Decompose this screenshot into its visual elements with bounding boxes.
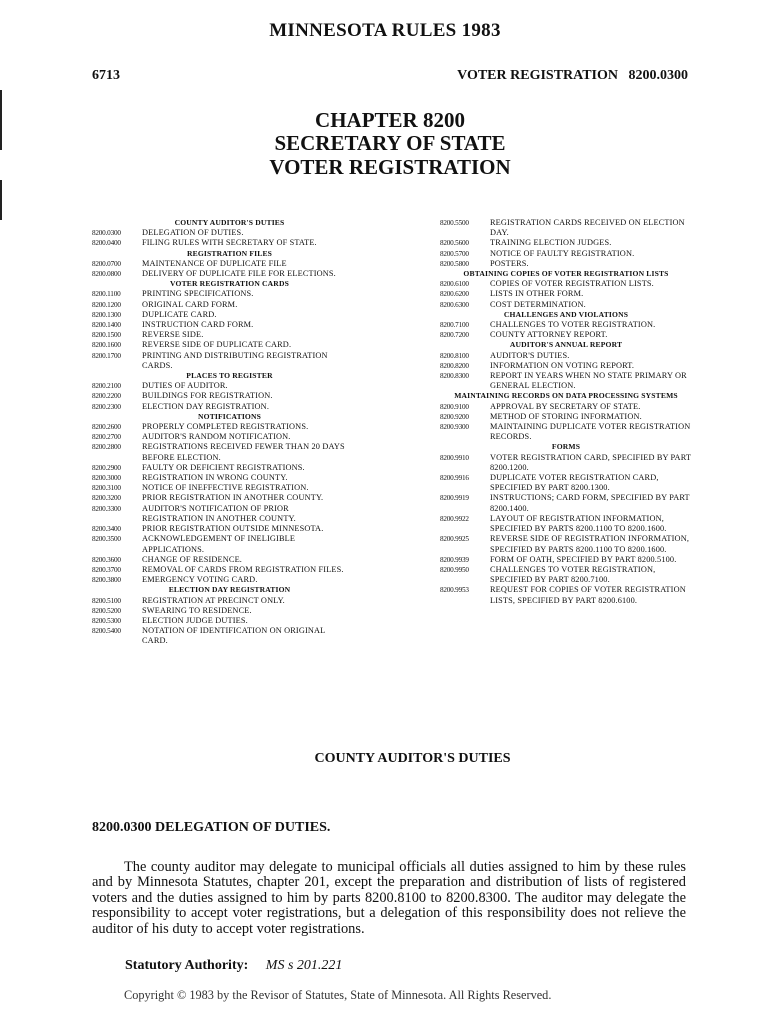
toc-entry-title: ORIGINAL CARD FORM. xyxy=(142,299,238,309)
toc-entry xyxy=(92,340,347,350)
rule-body-paragraph: The county auditor may delegate to municipal officials all duties assigned to him by these rules and by Minnesota Statutes, chapter 201, except the preparation and distribution of lists of registered voters and the duties assigned to him by parts 8200.8100 to 8200.8300. The auditor may delegate the responsibility to accept voter registrations, but a delegation of this responsibility does not relieve the auditor of his duty to accept voter registrations. xyxy=(92,859,686,937)
toc-entry-title: DUPLICATE CARD. xyxy=(142,309,217,319)
toc-entry xyxy=(440,361,692,371)
toc-entry-number: 8200.9922 xyxy=(440,514,469,523)
toc-entry xyxy=(440,351,692,361)
toc-entry-number: 8200.5800 xyxy=(440,259,469,268)
toc-entry xyxy=(92,534,347,554)
toc-entry-title: REGISTRATION CARDS RECEIVED ON ELECTION DAY. xyxy=(490,218,685,238)
toc-entry-number: 8200.8300 xyxy=(440,372,469,381)
toc-entry-title: APPROVAL BY SECRETARY OF STATE. xyxy=(490,401,641,411)
toc-entry-title: FAULTY OR DEFICIENT REGISTRATIONS. xyxy=(142,462,305,472)
toc-entry xyxy=(92,238,347,248)
toc-entry xyxy=(92,351,347,371)
toc-entry-number: 8200.1700 xyxy=(92,351,121,360)
toc-entry-title: EMERGENCY VOTING CARD. xyxy=(142,575,258,585)
toc-entry xyxy=(440,473,692,493)
toc-entry-number: 8200.2600 xyxy=(92,423,121,432)
toc-entry-number: 8200.6200 xyxy=(440,290,469,299)
toc-entry-number: 8200.3500 xyxy=(92,535,121,544)
toc-entry xyxy=(92,493,347,503)
toc-entry-number: 8200.3400 xyxy=(92,525,121,534)
toc-entry-number: 8200.5700 xyxy=(440,249,469,258)
toc-entry xyxy=(92,402,347,412)
toc-subheading: PLACES TO REGISTER xyxy=(186,371,273,381)
toc-subheading: FORMS xyxy=(551,442,581,452)
toc-entry xyxy=(92,432,347,442)
toc-entry-title: PROPERLY COMPLETED REGISTRATIONS. xyxy=(142,422,309,432)
toc-entry-number: 8200.7200 xyxy=(440,331,469,340)
toc-entry xyxy=(92,269,347,279)
toc-entry xyxy=(440,259,692,269)
toc-entry-number: 8200.1600 xyxy=(92,341,121,350)
toc-entry-title: INSTRUCTION CARD FORM. xyxy=(142,320,254,330)
toc-entry-number: 8200.6300 xyxy=(440,300,469,309)
toc-entry-number: 8200.5100 xyxy=(92,596,121,605)
toc-entry-title: PRINTING SPECIFICATIONS. xyxy=(142,289,254,299)
toc-entry xyxy=(92,259,347,269)
toc-entry xyxy=(440,514,692,534)
toc-entry-title: AUDITOR'S NOTIFICATION OF PRIOR REGISTRATION IN ANOTHER COUNTY. xyxy=(142,503,296,523)
rule-heading: 8200.0300 DELEGATION OF DUTIES. xyxy=(92,820,331,835)
toc-entry xyxy=(440,555,692,565)
copyright-notice: Copyright © 1983 by the Revisor of Statutes, State of Minnesota. All Rights Reserved. xyxy=(124,988,552,1002)
toc-entry xyxy=(440,249,692,259)
toc-entry-number: 8200.5200 xyxy=(92,606,121,615)
toc-entry xyxy=(440,412,692,422)
toc-entry-title: CHALLENGES TO VOTER REGISTRATION. xyxy=(490,320,656,330)
toc-entry-title: FILING RULES WITH SECRETARY OF STATE. xyxy=(142,238,317,248)
toc-entry xyxy=(92,473,347,483)
toc-entry-number: 8200.2800 xyxy=(92,443,121,452)
toc-entry xyxy=(440,453,692,473)
toc-entry-title: COPIES OF VOTER REGISTRATION LISTS. xyxy=(490,279,654,289)
toc-entry-number: 8200.9919 xyxy=(440,494,469,503)
toc-entry-title: BUILDINGS FOR REGISTRATION. xyxy=(142,391,273,401)
toc-entry-title: DUTIES OF AUDITOR. xyxy=(142,381,228,391)
toc-entry-title: INFORMATION ON VOTING REPORT. xyxy=(490,360,635,370)
toc-entry-number: 8200.3600 xyxy=(92,555,121,564)
toc-entry xyxy=(92,289,347,299)
toc-entry-title: NOTICE OF INEFFECTIVE REGISTRATION. xyxy=(142,483,309,493)
toc-entry-title: DELEGATION OF DUTIES. xyxy=(142,228,244,238)
toc-entry-number: 8200.9950 xyxy=(440,565,469,574)
toc-entry-number: 8200.3000 xyxy=(92,474,121,483)
toc-entry-number: 8200.0400 xyxy=(92,239,121,248)
document-title: MINNESOTA RULES 1983 xyxy=(269,20,501,41)
toc-entry-number: 8200.9300 xyxy=(440,423,469,432)
toc-entry xyxy=(92,463,347,473)
toc-entry xyxy=(440,371,692,391)
toc-entry xyxy=(92,565,347,575)
toc-entry-number: 8200.3200 xyxy=(92,494,121,503)
toc-entry xyxy=(440,422,692,442)
page-number: 6713 xyxy=(92,68,120,83)
table-of-contents-right xyxy=(440,218,692,606)
toc-entry xyxy=(92,422,347,432)
toc-entry-title: PRINTING AND DISTRIBUTING REGISTRATION CARDS. xyxy=(142,350,328,370)
toc-entry-number: 8200.9939 xyxy=(440,555,469,564)
toc-entry xyxy=(440,320,692,330)
toc-entry xyxy=(92,228,347,238)
toc-entry-number: 8200.3300 xyxy=(92,504,121,513)
toc-subheading: CHALLENGES AND VIOLATIONS xyxy=(503,309,629,319)
chapter-title: VOTER REGISTRATION xyxy=(269,155,511,179)
statutory-authority xyxy=(125,958,342,974)
toc-entry xyxy=(440,534,692,554)
toc-entry xyxy=(92,606,347,616)
toc-entry-title: SWEARING TO RESIDENCE. xyxy=(142,605,252,615)
toc-entry-title: AUDITOR'S DUTIES. xyxy=(490,350,570,360)
toc-entry-number: 8200.8200 xyxy=(440,361,469,370)
toc-entry xyxy=(440,565,692,585)
toc-entry-title: PRIOR REGISTRATION IN ANOTHER COUNTY. xyxy=(142,493,324,503)
toc-subheading: AUDITOR'S ANNUAL REPORT xyxy=(509,340,623,350)
toc-entry xyxy=(92,310,347,320)
toc-entry-title: MAINTENANCE OF DUPLICATE FILE xyxy=(142,258,287,268)
toc-entry-title: REMOVAL OF CARDS FROM REGISTRATION FILES. xyxy=(142,564,344,574)
toc-entry-number: 8200.2900 xyxy=(92,463,121,472)
toc-entry xyxy=(440,330,692,340)
toc-entry xyxy=(92,575,347,585)
toc-entry xyxy=(92,381,347,391)
toc-entry-number: 8200.9910 xyxy=(440,453,469,462)
toc-entry xyxy=(440,279,692,289)
toc-entry xyxy=(92,596,347,606)
toc-entry-title: REVERSE SIDE OF DUPLICATE CARD. xyxy=(142,340,292,350)
toc-entry-title: FORM OF OATH, SPECIFIED BY PART 8200.5100. xyxy=(490,554,677,564)
toc-entry-number: 8200.5500 xyxy=(440,219,469,227)
toc-entry-title: LISTS IN OTHER FORM. xyxy=(490,289,584,299)
toc-entry-title: CHALLENGES TO VOTER REGISTRATION, SPECIFIED BY PART 8200.7100. xyxy=(490,564,656,585)
toc-entry-number: 8200.3800 xyxy=(92,576,121,585)
toc-entry-title: NOTATION OF IDENTIFICATION ON ORIGINAL CARD. xyxy=(142,626,326,646)
toc-subheading: OBTAINING COPIES OF VOTER REGISTRATION LISTS xyxy=(463,269,669,279)
toc-entry xyxy=(440,238,692,248)
toc-entry xyxy=(440,300,692,310)
toc-entry-number: 8200.9100 xyxy=(440,402,469,411)
toc-entry xyxy=(92,320,347,330)
toc-entry-title: VOTER REGISTRATION CARD, SPECIFIED BY PART 8200.1200. xyxy=(490,452,691,472)
toc-entry xyxy=(92,442,347,462)
toc-entry-title: TRAINING ELECTION JUDGES. xyxy=(490,238,612,248)
chapter-number: CHAPTER 8200 xyxy=(315,108,465,132)
toc-entry-number: 8200.2300 xyxy=(92,402,121,411)
toc-entry-title: AUDITOR'S RANDOM NOTIFICATION. xyxy=(142,432,291,442)
toc-entry-title: ELECTION DAY REGISTRATION. xyxy=(142,401,270,411)
toc-entry xyxy=(92,524,347,534)
table-of-contents-left xyxy=(92,218,347,647)
running-head: VOTER REGISTRATION 8200.0300 xyxy=(457,68,688,83)
toc-entry xyxy=(92,483,347,493)
toc-entry-number: 8200.1300 xyxy=(92,310,121,319)
toc-entry-title: REPORT IN YEARS WHEN NO STATE PRIMARY OR GENERAL ELECTION. xyxy=(490,371,687,391)
toc-entry xyxy=(440,402,692,412)
authority-label: Statutory Authority: xyxy=(125,958,249,973)
toc-entry xyxy=(92,300,347,310)
section-heading: COUNTY AUDITOR'S DUTIES xyxy=(314,751,511,766)
toc-entry-title: PRIOR REGISTRATION OUTSIDE MINNESOTA. xyxy=(142,524,324,534)
toc-entry-title: REQUEST FOR COPIES OF VOTER REGISTRATION LISTS, SPECIFIED BY PART 8200.6100. xyxy=(490,585,686,605)
toc-entry-number: 8200.8100 xyxy=(440,351,469,360)
toc-entry-number: 8200.0700 xyxy=(92,259,121,268)
toc-entry-title: MAINTAINING DUPLICATE VOTER REGISTRATION RECORDS. xyxy=(490,422,691,442)
toc-entry xyxy=(92,504,347,524)
toc-entry-number: 8200.5400 xyxy=(92,627,121,636)
toc-entry-number: 8200.1500 xyxy=(92,331,121,340)
toc-entry-title: METHOD OF STORING INFORMATION. xyxy=(490,411,642,421)
toc-entry-number: 8200.2700 xyxy=(92,433,121,442)
toc-entry-number: 8200.1200 xyxy=(92,300,121,309)
toc-entry-number: 8200.7100 xyxy=(440,321,469,330)
toc-subheading: COUNTY AUDITOR'S DUTIES xyxy=(174,218,285,227)
toc-entry xyxy=(92,555,347,565)
toc-entry-number: 8200.5300 xyxy=(92,616,121,625)
toc-entry xyxy=(440,493,692,513)
toc-entry xyxy=(92,616,347,626)
toc-entry-title: ACKNOWLEDGEMENT OF INELIGIBLE APPLICATIONS. xyxy=(142,534,296,554)
toc-entry xyxy=(92,330,347,340)
toc-entry-number: 8200.2100 xyxy=(92,382,121,391)
toc-entry-number: 8200.3100 xyxy=(92,484,121,493)
toc-entry-title: LAYOUT OF REGISTRATION INFORMATION, SPECIFIED BY PARTS 8200.1100 TO 8200.1600. xyxy=(490,513,667,534)
toc-entry-number: 8200.1400 xyxy=(92,321,121,330)
toc-entry-title: REGISTRATION AT PRECINCT ONLY. xyxy=(142,595,285,605)
toc-entry-number: 8200.9916 xyxy=(440,474,469,483)
toc-entry xyxy=(92,626,347,646)
toc-entry-title: NOTICE OF FAULTY REGISTRATION. xyxy=(490,248,635,258)
toc-entry xyxy=(440,289,692,299)
toc-entry-title: REGISTRATIONS RECEIVED FEWER THAN 20 DAYS BEFORE ELECTION. xyxy=(142,442,345,462)
toc-entry-title: INSTRUCTIONS; CARD FORM, SPECIFIED BY PART 8200.1400. xyxy=(490,493,690,513)
chapter-agency: SECRETARY OF STATE xyxy=(274,131,506,155)
toc-subheading: ELECTION DAY REGISTRATION xyxy=(168,585,291,595)
toc-entry-number: 8200.5600 xyxy=(440,239,469,248)
toc-entry-title: ELECTION JUDGE DUTIES. xyxy=(142,615,248,625)
toc-entry-title: COUNTY ATTORNEY REPORT. xyxy=(490,330,608,340)
toc-entry xyxy=(440,585,692,605)
scan-edge-mark xyxy=(0,180,2,220)
toc-entry xyxy=(440,218,692,238)
toc-subheading: VOTER REGISTRATION CARDS xyxy=(170,279,289,289)
toc-entry-title: REGISTRATION IN WRONG COUNTY. xyxy=(142,473,288,483)
toc-entry-number: 8200.6100 xyxy=(440,280,469,289)
toc-entry-number: 8200.0800 xyxy=(92,270,121,279)
toc-subheading: NOTIFICATIONS xyxy=(198,411,261,421)
toc-subheading: MAINTAINING RECORDS ON DATA PROCESSING SYSTEMS xyxy=(454,391,678,401)
toc-entry-number: 8200.9200 xyxy=(440,412,469,421)
toc-entry-number: 8200.0300 xyxy=(92,229,121,238)
toc-entry-title: CHANGE OF RESIDENCE. xyxy=(142,554,243,564)
toc-subheading: REGISTRATION FILES xyxy=(186,248,273,258)
toc-entry-number: 8200.3700 xyxy=(92,565,121,574)
authority-citation: MS s 201.221 xyxy=(265,958,343,973)
toc-entry xyxy=(92,391,347,401)
toc-entry-title: DUPLICATE VOTER REGISTRATION CARD, SPECIFIED BY PART 8200.1300. xyxy=(490,473,659,493)
toc-entry-title: POSTERS. xyxy=(490,258,529,268)
toc-entry-number: 8200.2200 xyxy=(92,392,121,401)
toc-entry-title: DELIVERY OF DUPLICATE FILE FOR ELECTIONS. xyxy=(142,269,336,279)
toc-entry-number: 8200.9925 xyxy=(440,535,469,544)
toc-entry-title: REVERSE SIDE OF REGISTRATION INFORMATION, SPECIFIED BY PARTS 8200.1100 TO 8200.1600. xyxy=(490,534,690,554)
toc-entry-number: 8200.1100 xyxy=(92,290,121,299)
toc-entry-number: 8200.9953 xyxy=(440,586,469,595)
toc-entry-title: COST DETERMINATION. xyxy=(490,299,586,309)
toc-entry-title: REVERSE SIDE. xyxy=(142,330,204,340)
